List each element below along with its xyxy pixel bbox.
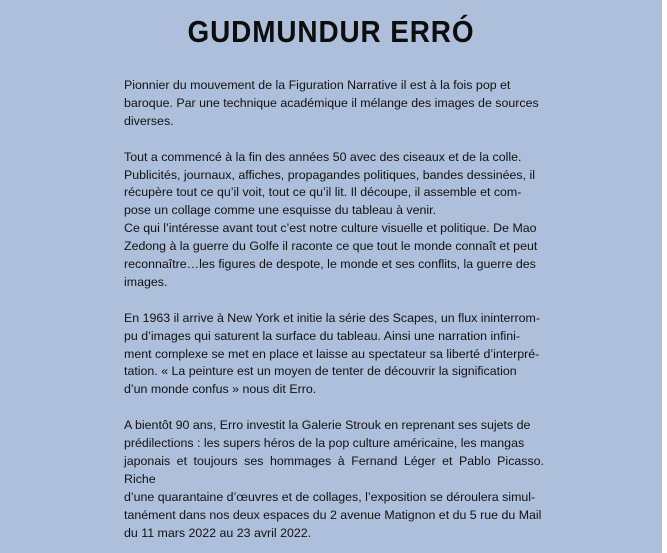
article-title: GUDMUNDUR ERRÓ bbox=[187, 14, 475, 49]
paragraph-intro: Pionnier du mouvement de la Figuration Narrative il est à la fois pop et baroque. Par une technique académique il mélange des images de sources diverses. bbox=[124, 78, 539, 128]
paragraph-new-york: En 1963 il arrive à New York et initie la série des Scapes, un flux ininterrom- pu d’images qui saturent la surface du tableau. Ainsi une narration infini- ment complexe se met en place et laisse au spectateur sa liberté d’interpré- tation. « La peinture est un moyen de tenter de découvrir la signification d’un monde confus » nous dit Erro. bbox=[124, 310, 540, 397]
article-body bbox=[124, 77, 544, 543]
paragraph-visual-culture: Ce qui l’intéresse avant tout c’est notre culture visuelle et politique. De Mao Zedong à la guerre du Golfe il raconte ce que tout le monde connaît et peut reconnaître…les figures de despote, le monde et ses conflits, la guerre des images. bbox=[124, 221, 538, 289]
paragraph-beginnings: Tout a commencé à la fin des années 50 avec des ciseaux et de la colle. Publicités, journaux, affiches, propagandes politiques, bandes dessinées, il récupère tout ce qu’il voit, tout ce qu’il lit. Il découpe, il assemble et com- pose un collage comme une esquisse du tableau à venir. bbox=[124, 149, 535, 218]
paragraph-exhibition: A bientôt 90 ans, Erro investit la Galerie Strouk en reprenant ses sujets de prédilections : les supers héros de la pop culture américaine, les mangas japonais et toujours ses hommages à Fernand Léger et Pablo Picasso. Riche d’une quarantaine d’œuvres et de collages, l’exposition se déroulera simul- tanément dans nos deux espaces du 2 avenue Matignon et du 5 rue du Mail du 11 mars 2022 au 23 avril 2022. bbox=[124, 418, 544, 540]
